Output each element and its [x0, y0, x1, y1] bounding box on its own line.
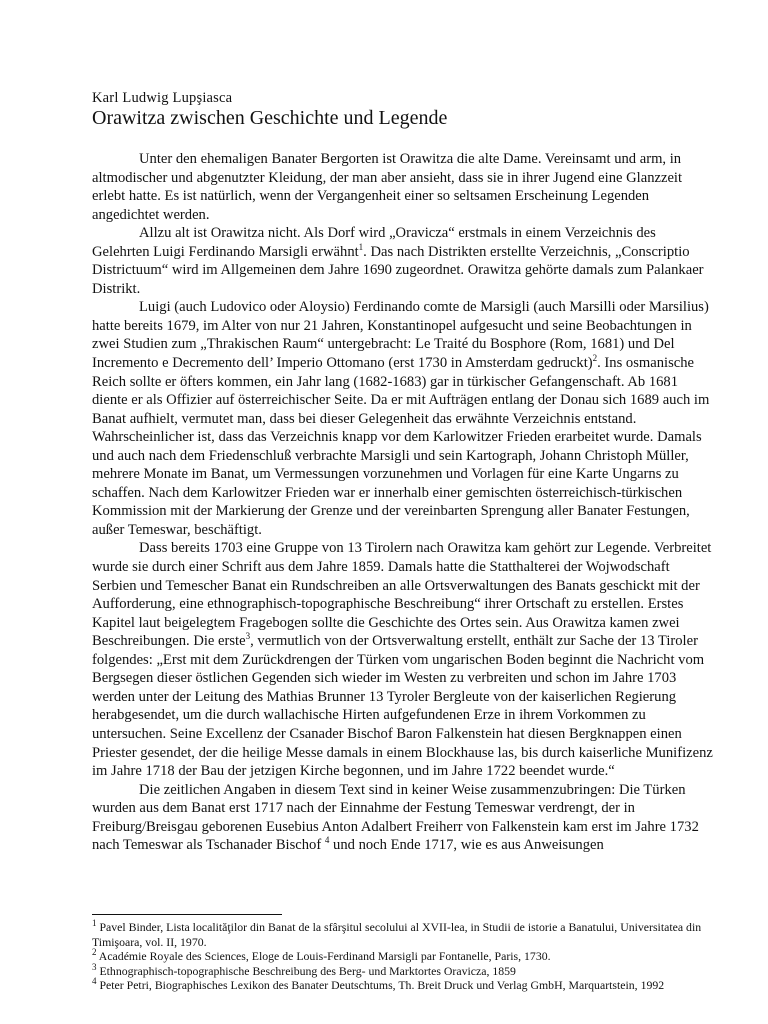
body-text	[92, 150, 714, 855]
footnote-ref: 1	[358, 241, 364, 252]
footnote-divider	[92, 914, 282, 915]
footnote-text: Peter Petri, Biographisches Lexikon des Banater Deutschtums, Th. Breit Druck und Verlag GmbH, Marquartstein, 1992	[96, 978, 665, 993]
text-run: Dass bereits 1703 eine Gruppe von 13 Tirolern nach Orawitza kam gehört zur Legende. Verbreitet wurde sie durch einer Schrift aus dem Jahre 1859. Damals hatte die Statthalterei der Wojwodschaft Serbien und Temescher Banat ein Rundschreiben an alle Ortsverwaltungen des Banats geschickt mit der Aufforderung, eine ethnographisch-topographische Beschreibung“ ihrer Ortschaft zu erstellen. Erstes Kapitel laut beigelegtem Fragebogen sollte die Geschichte des Ortes sein. Aus Orawitza kamen zwei Beschreibungen. Die erste	[92, 540, 712, 650]
footnote-number: 3	[92, 961, 97, 972]
text-run: , vermutlich von der Ortsverwaltung erstellt, enthält zur Sache der 13 Tiroler folgendes: „Erst mit dem Zurückdrengen der Türken vom ungarischen Boden beginnt die Nachricht vom Bergsegen dieser östlichen Gegenden sich wieder im Westen zu verbreiten und schon im Jahre 1703 werden unter der Leitung des Mathias Brunner 13 Tyroler Bergleute von der kaiserlichen Regierung herabgesendet, um die durch wallachische Hirten aufgefundenen Erze in ihrem Vorkommen zu untersuchen. Seine Excellenz der Csanader Bischof Baron Falkenstein hat diesen Bergknappen einen Priester gesendet, der die heilige Messe damals in einem Blockhause las, bis durch kaiserliche Munifizenz im Jahre 1718 der Bau der jetzigen Kirche begonnen, und im Jahre 1722 beendet wurde.“	[92, 633, 713, 780]
text-run: Luigi (auch Ludovico oder Aloysio) Ferdinando comte de Marsigli (auch Marsilli oder Marsilius) hatte bereits 1679, im Alter von nur 21 Jahren, Konstantinopel aufgesucht und seine Beobachtungen in zwei Studien zum „Thrakischen Raum“ untergebracht: Le Traité du Bosphore (Rom, 1681) und Del Incremento e Decremento dell’ Imperio Ottomano (erst 1730 in Amsterdam gedruckt)	[92, 299, 709, 372]
text-run: . Ins osmanische Reich sollte er öfters kommen, ein Jahr lang (1682-1683) gar in türkischer Gefangenschaft. Ab 1681 diente er als Offizier auf österreichischer Seite. Da er mit Aufträgen entlang der Donau sich 1689 auch im Banat aufhielt, vermutet man, dass bei dieser Gelegenheit das erwähnte Verzeichnis entstand. Wahrscheinlicher ist, dass das Verzeichnis knapp vor dem Karlowitzer Frieden erarbeitet wurde. Damals und auch nach dem Friedenschluß verbrachte Marsigli und sein Kartograph, Johann Christoph Müller, mehrere Monate im Banat, um Vermessungen vorzunehmen und Vorlagen für eine Karte Ungarns zu schaffen. Nach dem Karlowitzer Frieden war er innerhalb einer gemischten österreichisch-türkischen Kommission mit der Markierung der Grenze und der vereinbarten Sprengung aller Banater Festungen, außer Temeswar, beschäftigt.	[92, 355, 710, 538]
footnote-number: 2	[92, 947, 97, 958]
paragraph	[92, 298, 714, 539]
footnote-ref: 4	[324, 835, 330, 846]
footnote-number: 1	[92, 918, 97, 929]
paragraph	[92, 224, 714, 298]
paragraph	[92, 781, 714, 855]
footnotes	[92, 920, 722, 993]
text-run: Allzu alt ist Orawitza nicht. Als Dorf wird „Oravicza“ erstmals in einem Verzeichnis des Gelehrten Luigi Ferdinando Marsigli erwähnt	[92, 225, 656, 260]
footnote-text: Ethnographisch-topographische Beschreibung des Berg- und Marktortes Oravicza, 1859	[96, 963, 516, 978]
text-run: Unter den ehemaligen Banater Bergorten ist Orawitza die alte Dame. Vereinsamt und arm, in altmodischer und abgenutzter Kleidung, der man aber ansieht, dass sie in ihrer Jugend eine Glanzzeit erlebt hatte. Es ist natürlich, wenn der Vergangenheit einer so seltsamen Erscheinung Legenden angedichtet werden.	[92, 151, 683, 223]
footnote-number: 4	[92, 976, 97, 987]
footnote-ref: 3	[245, 631, 251, 642]
paragraph	[92, 150, 714, 224]
footnote	[92, 961, 722, 979]
text-run: . Das nach Distrikten erstellte Verzeichnis, „Conscriptio Districtuum“ wird im Allgemeinen dem Jahre 1690 zugeordnet. Orawitza gehörte damals zum Palankaer Distrikt.	[92, 243, 704, 297]
footnote	[92, 978, 722, 993]
footnote	[92, 949, 722, 964]
footnote-text: Académie Royale des Sciences, Eloge de Louis-Ferdinand Marsigli par Fontanelle, Paris, 1730.	[96, 949, 551, 964]
footnote-text: Pavel Binder, Lista localităţilor din Banat de la sfârşitul secolului al XVII-lea, in Studii de istorie a Banatului, Universitatea din Timişoara, vol. II, 1970.	[92, 920, 702, 949]
page-title: Orawitza zwischen Geschichte und Legende	[92, 107, 448, 129]
author-name: Karl Ludwig Lupşiasca	[92, 90, 233, 106]
text-run: und noch Ende 1717, wie es aus Anweisungen	[329, 837, 604, 854]
footnote	[92, 920, 722, 949]
footnote-ref: 2	[592, 353, 598, 364]
paragraph	[92, 539, 714, 780]
text-run: Die zeitlichen Angaben in diesem Text sind in keiner Weise zusammenzubringen: Die Türken wurden aus dem Banat erst 1717 nach der Einnahme der Festung Temeswar verdrengt, der in Freiburg/Breisgau geborenen Eusebius Anton Adalbert Freiherr von Falkenstein kam erst im Jahre 1732 nach Temeswar als Tschanader Bischof	[92, 781, 699, 854]
